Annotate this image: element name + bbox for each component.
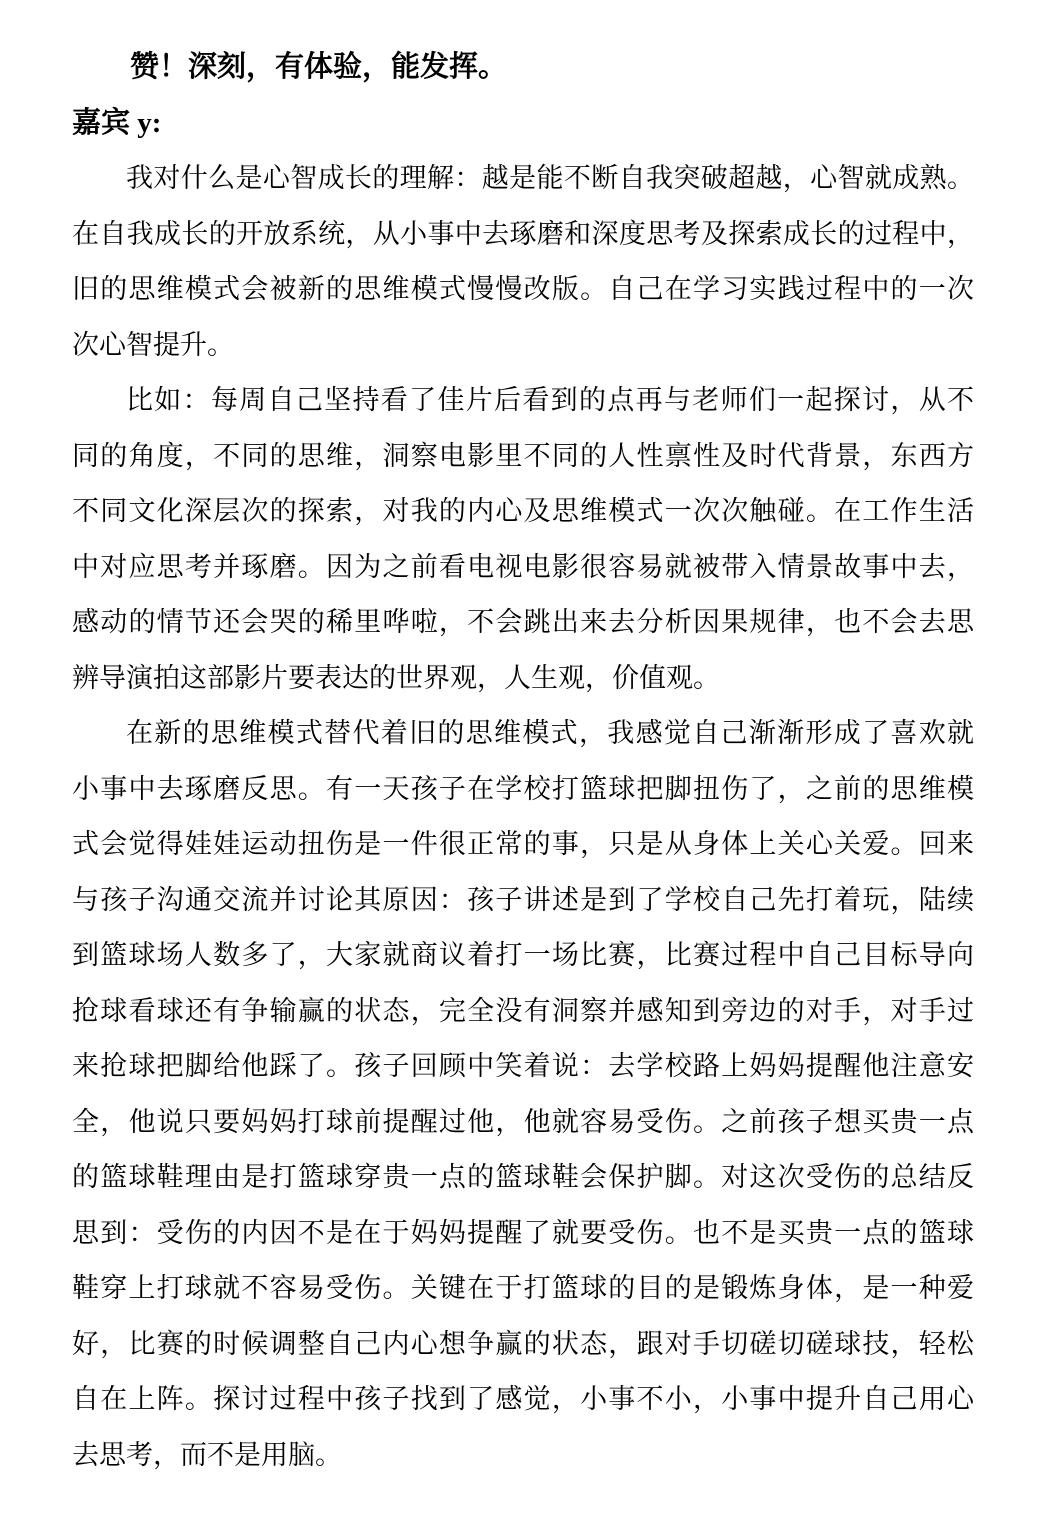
paragraph-2-line: 同的角度，不同的思维，洞察电影里不同的人性禀性及时代背景，东西方 bbox=[72, 440, 974, 471]
paragraph-1-line: 次心智提升。 bbox=[72, 329, 234, 360]
paragraph-2-line: 比如：每周自己坚持看了佳片后看到的点再与老师们一起探讨，从不 bbox=[126, 385, 974, 415]
paragraph-1-line: 我对什么是心智成长的理解：越是能不断自我突破超越，心智就成熟。 bbox=[126, 163, 974, 193]
paragraph-3-line: 式会觉得娃娃运动扭伤是一件很正常的事，只是从身体上关心关爱。回来 bbox=[72, 829, 974, 859]
paragraph-2-line: 中对应思考并琢磨。因为之前看电视电影很容易就被带入情景故事中去， bbox=[72, 551, 974, 582]
paragraph-1-line: 在自我成长的开放系统，从小事中去琢磨和深度思考及探索成长的过程中， bbox=[72, 218, 974, 249]
paragraph-3-line: 自在上阵。探讨过程中孩子找到了感觉，小事不小，小事中提升自己用心 bbox=[72, 1384, 974, 1414]
paragraph-3-line: 去思考，而不是用脑。 bbox=[72, 1439, 342, 1470]
document-body bbox=[72, 40, 974, 1483]
paragraph-3-line: 全，他说只要妈妈打球前提醒过他，他就容易受伤。之前孩子想买贵一点 bbox=[72, 1106, 974, 1137]
paragraph-3-line: 抢球看球还有争输赢的状态，完全没有洞察并感知到旁边的对手，对手过 bbox=[72, 995, 974, 1026]
paragraph-1-line: 旧的思维模式会被新的思维模式慢慢改版。自己在学习实践过程中的一次 bbox=[72, 274, 974, 304]
paragraph-3-line: 的篮球鞋理由是打篮球穿贵一点的篮球鞋会保护脚。对这次受伤的总结反 bbox=[72, 1162, 974, 1192]
paragraph-2-line: 不同文化深层次的探索，对我的内心及思维模式一次次触碰。在工作生活 bbox=[72, 496, 974, 526]
paragraph-3-line: 来抢球把脚给他踩了。孩子回顾中笑着说：去学校路上妈妈提醒他注意安 bbox=[72, 1051, 974, 1081]
paragraph-3-line: 到篮球场人数多了，大家就商议着打一场比赛，比赛过程中自己目标导向 bbox=[72, 940, 974, 970]
paragraph-3-line: 在新的思维模式替代着旧的思维模式，我感觉自己渐渐形成了喜欢就 bbox=[126, 718, 974, 748]
paragraph-3-line: 好，比赛的时候调整自己内心想争赢的状态，跟对手切磋切磋球技，轻松 bbox=[72, 1328, 974, 1359]
speaker-label-line: 嘉宾 y: bbox=[72, 106, 162, 139]
paragraph-2-line: 感动的情节还会哭的稀里哗啦，不会跳出来去分析因果规律，也不会去思 bbox=[72, 607, 974, 637]
paragraph-3-line: 与孩子沟通交流并讨论其原因：孩子讲述是到了学校自己先打着玩，陆续 bbox=[72, 884, 974, 915]
paragraph-3-line: 鞋穿上打球就不容易受伤。关键在于打篮球的目的是锻炼身体，是一种爱 bbox=[72, 1273, 974, 1303]
comment-heading-line: 赞！深刻，有体验，能发挥。 bbox=[130, 51, 508, 83]
paragraph-3-line: 小事中去琢磨反思。有一天孩子在学校打篮球把脚扭伤了，之前的思维模 bbox=[72, 773, 974, 804]
paragraph-3-line: 思到：受伤的内因不是在于妈妈提醒了就要受伤。也不是买贵一点的篮球 bbox=[72, 1217, 974, 1248]
paragraph-2-line: 辨导演拍这部影片要表达的世界观，人生观，价值观。 bbox=[72, 662, 720, 693]
